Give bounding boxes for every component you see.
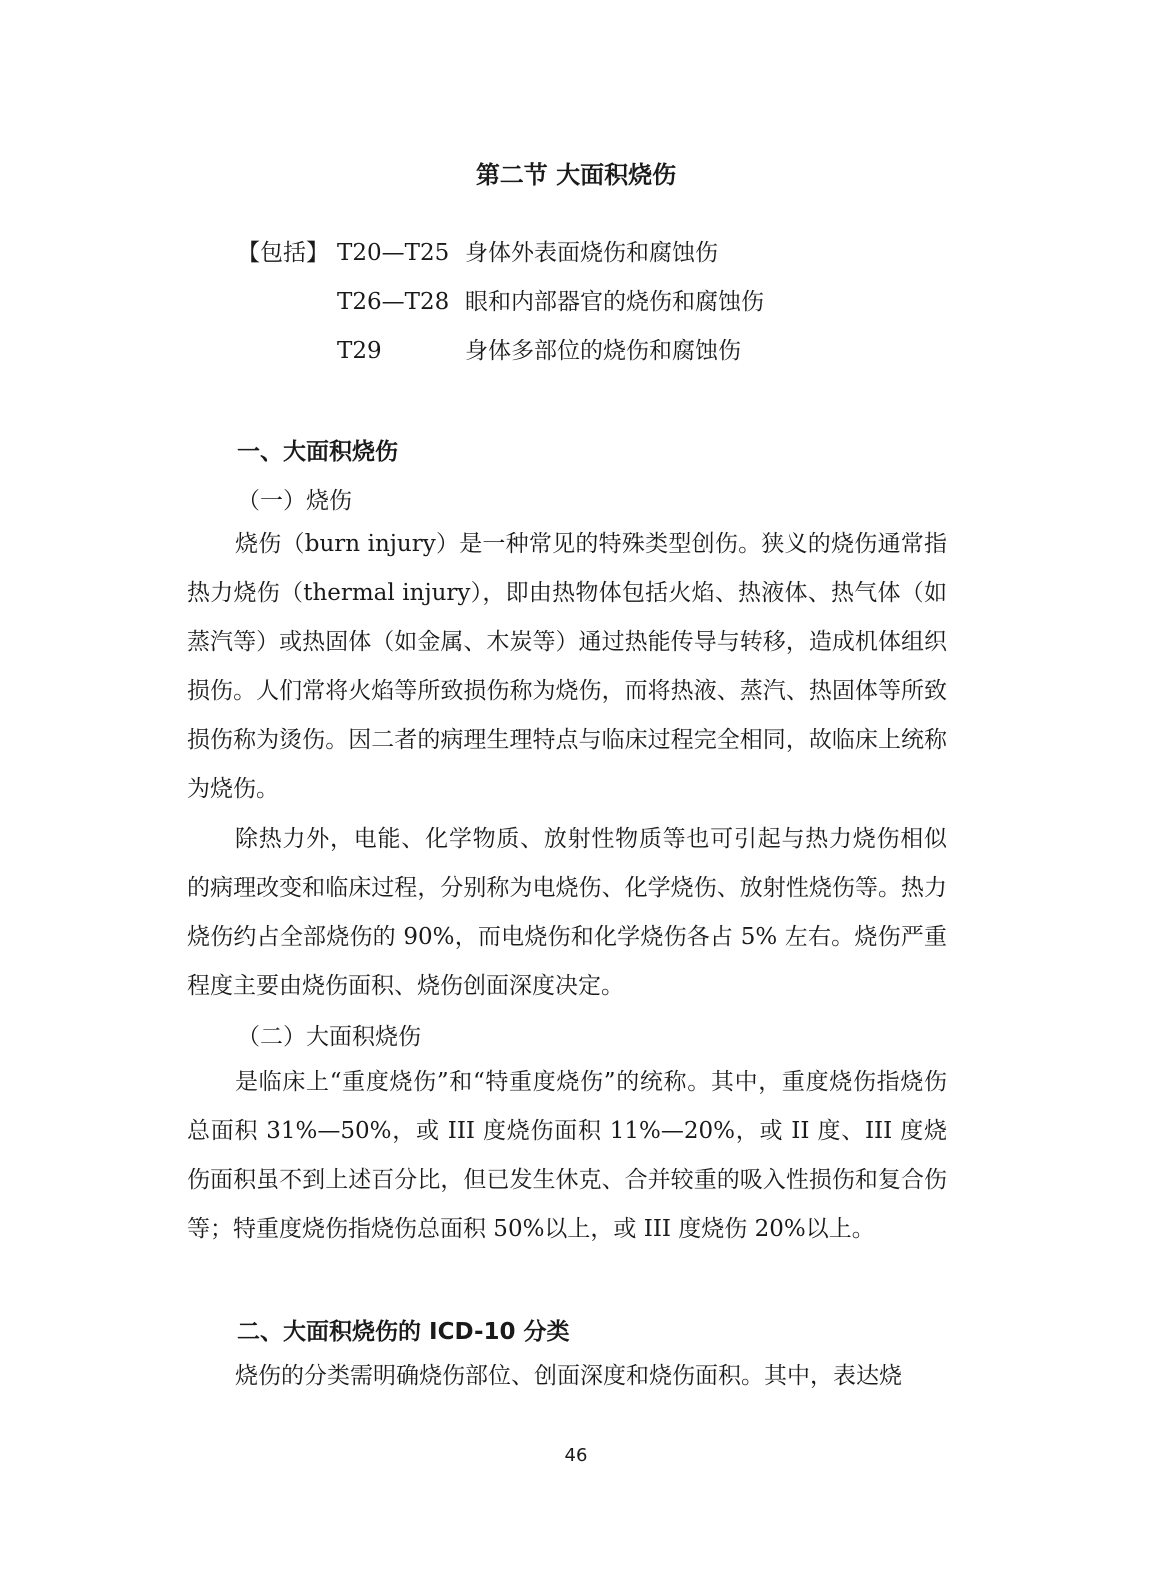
subsection-heading: （一）烧伤 (237, 488, 352, 514)
paragraph: 烧伤的分类需明确烧伤部位、创面深度和烧伤面积。其中，表达烧 (235, 1363, 902, 1389)
includes-row-1 (237, 236, 718, 270)
includes-desc: 身体外表面烧伤和腐蚀伤 (465, 240, 718, 266)
paragraph: 是临床上“重度烧伤”和“特重度烧伤”的统称。其中，重度烧伤指烧伤总面积 31%—50%，或 III 度烧伤面积 11%—20%，或 II 度、III 度烧伤面积虽不到上述百分比，但已发生休克、合并较重的吸入性损伤和复合伤等；特重度烧伤指烧伤总面积 50%以上，或 III 度烧伤 20%以上。 (187, 1069, 947, 1242)
includes-desc: 眼和内部器官的烧伤和腐蚀伤 (465, 289, 764, 315)
includes-code: T29 (337, 338, 382, 364)
paragraph: 烧伤（burn injury）是一种常见的特殊类型创伤。狭义的烧伤通常指热力烧伤（thermal injury），即由热物体包括火焰、热液体、热气体（如蒸汽等）或热固体（如金属、木炭等）通过热能传导与转移，造成机体组织损伤。人们常将火焰等所致损伤称为烧伤，而将热液、蒸汽、热固体等所致损伤称为烫伤。因二者的病理生理特点与临床过程完全相同，故临床上统称为烧伤。 (187, 531, 947, 802)
subsection-heading: （二）大面积烧伤 (237, 1024, 421, 1050)
includes-row-2 (237, 285, 764, 319)
page-number: 46 (564, 1445, 588, 1466)
includes-row-3 (237, 334, 741, 368)
includes-code: T20—T25 (337, 240, 450, 266)
includes-label: 【包括】 (237, 240, 329, 266)
includes-code: T26—T28 (337, 289, 450, 315)
section-heading: 二、大面积烧伤的 ICD-10 分类 (237, 1319, 570, 1345)
includes-desc: 身体多部位的烧伤和腐蚀伤 (465, 338, 741, 364)
page-title: 第二节 大面积烧伤 (475, 161, 677, 189)
section-heading: 一、大面积烧伤 (237, 439, 398, 465)
paragraph: 除热力外，电能、化学物质、放射性物质等也可引起与热力烧伤相似的病理改变和临床过程，分别称为电烧伤、化学烧伤、放射性烧伤等。热力烧伤约占全部烧伤的 90%，而电烧伤和化学烧伤各占 5% 左右。烧伤严重程度主要由烧伤面积、烧伤创面深度决定。 (187, 826, 947, 999)
